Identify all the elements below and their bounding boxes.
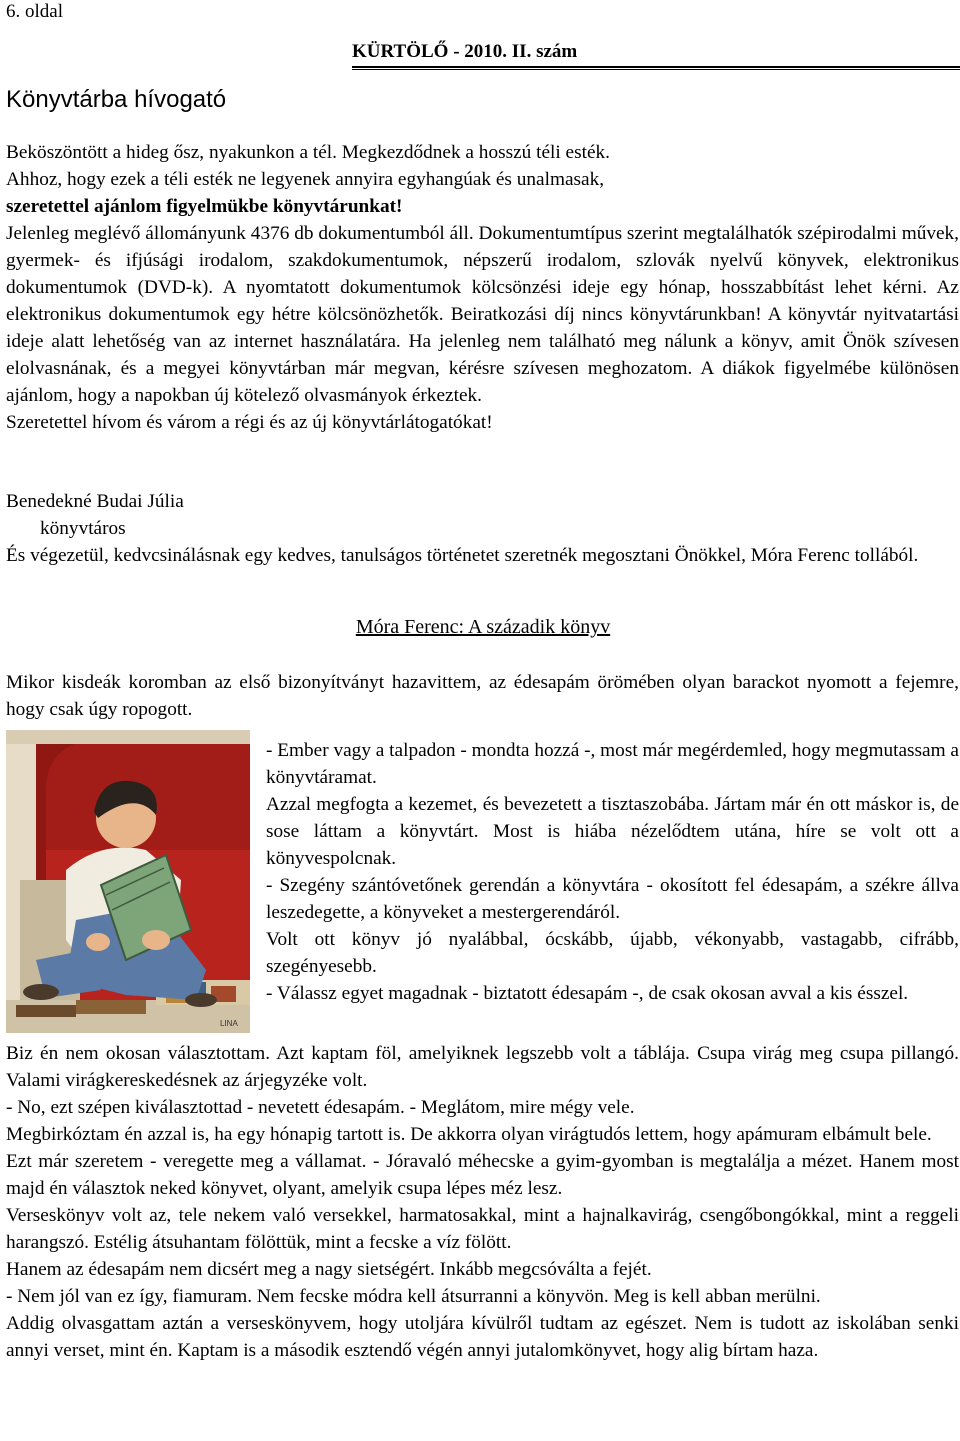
story-title: Móra Ferenc: A századik könyv — [355, 616, 611, 638]
story-opening: Mikor kisdeák koromban az első bizonyítványt hazavittem, az édesapám örömében olyan barackot nyomott a fejemre, hogy csak úgy ropogott. — [6, 672, 959, 720]
intro-body: Jelenleg meglévő állományunk 4376 db dokumentumból áll. Dokumentumtípus szerint megtalálhatók szépirodalmi művek, gyermek- és ifjúsági irodalom, szakdokumentumok, népszerű irodalom, szlovák nyelvű könyvek, elektronikus dokumentumok (DVD-k). A nyomtatott dokumentumok kölcsönzési ideje egy hónap, hosszabbítást lehet kérni. Az elektronikus dokumentumok egy hétre kölcsönözhetők. Beiratkozási díj nincs könyvtárunkban! A könyvtár nyitvatartási ideje alatt lehetőség van az internet használatára. Ha jelenleg nem található meg nálunk a könyv, amit Önök szívesen elolvasnának, és a megyei könyvtárban már megvan, kérésre szívesen meghozatom. A diákok figyelmébe különösen ajánlom, hogy a napokban új kötelező olvasmányok érkeztek. — [6, 223, 959, 406]
story-paragraph: - No, ezt szépen kiválasztottad - nevetett édesapám. - Meglátom, mire mégy vele. — [6, 1097, 635, 1118]
intro-line-1: Beköszöntött a hideg ősz, nyakunkon a tél. Megkezdődnek a hosszú téli esték. — [6, 142, 610, 163]
signature-role: könyvtáros — [40, 518, 126, 539]
intro-block — [6, 139, 959, 436]
story-paragraph: Hanem az édesapám nem dicsért meg a nagy sietségért. Inkább megcsóválta a fejét. — [6, 1259, 652, 1280]
illustration-signature: LINA — [220, 1019, 238, 1028]
section-title: Könyvtárba hívogató — [6, 86, 227, 113]
side-paragraph: - Ember vagy a talpadon - mondta hozzá -, most már megérdemled, hogy megmutassam a könyvtáramat. — [266, 740, 959, 788]
side-paragraph: - Szegény szántóvetőnek gerendán a könyvtára - okosított fel édesapám, a székre állva leszedegette, a könyveket a mestergerendáról. — [266, 875, 959, 923]
story-paragraph: Ezt már szeretem - veregette meg a vállamat. - Jóravaló méhecske a gyim-gyomban is megtalálja a mézet. Hanem most majd én választok neked könyvet, olyant, amelyik csupa lépes méz lesz. — [6, 1151, 959, 1199]
signature-block — [6, 488, 959, 569]
intro-line-2: Ahhoz, hogy ezek a téli esték ne legyenek annyira egyhangúak és unalmasak, — [6, 169, 605, 190]
side-paragraph: Azzal megfogta a kezemet, és bevezetett a tisztaszobába. Jártam már én ott máskor is, de sose láttam a könyvtárt. Most is hiába nézelődtem utána, híre se volt ott a könyvespolcnak. — [266, 794, 959, 869]
page-number: 6. oldal — [6, 1, 63, 22]
reading-boy-illustration — [6, 730, 250, 1033]
story-paragraph: Verseskönyv volt az, tele nekem való versekkel, harmatosakkal, mint a hajnalkavirág, csengőbongókkal, mint a reggeli harangszó. Estélig átsuhantam fölöttük, mint a fecske a víz fölött. — [6, 1205, 959, 1253]
story-paragraph: - Nem jól van ez így, fiamuram. Nem fecske módra kell átsurranni a könyvön. Meg is kell abban merülni. — [6, 1286, 821, 1307]
intro-closing: Szeretettel hívom és várom a régi és az új könyvtárlátogatókat! — [6, 412, 493, 433]
signature-name: Benedekné Budai Júlia — [6, 491, 184, 512]
story-paragraph: Megbirkóztam én azzal is, ha egy hónapig tartott is. De akkorra olyan virágtudós lettem, hogy apámuram elbámult bele. — [6, 1124, 932, 1145]
story-paragraph: Addig olvasgattam aztán a verseskönyvem, hogy utoljára kívülről tudtam az egészet. Nem is tudott az iskolában senki annyi verset, mint én. Kaptam is a második esztendő végén annyi jutalomkönyvet, hogy alig bírtam haza. — [6, 1313, 959, 1361]
intro-line-3: szeretettel ajánlom figyelmükbe könyvtárunkat! — [6, 196, 403, 217]
story-body — [6, 1040, 959, 1364]
header-rule — [352, 66, 960, 71]
story-side-text — [266, 737, 959, 1007]
transition-text: És végezetül, kedvcsinálásnak egy kedves, tanulságos történetet szeretnék megosztani Önökkel, Móra Ferenc tollából. — [6, 545, 919, 566]
publication-title: KÜRTÖLŐ - 2010. II. szám — [352, 41, 578, 62]
side-paragraph: Volt ott könyv jó nyalábbal, ócskább, újabb, vékonyabb, vastagabb, cifrább, szegényesebb. — [266, 929, 959, 977]
story-paragraph: Biz én nem okosan választottam. Azt kaptam föl, amelyiknek legszebb volt a táblája. Csupa virág meg csupa pillangó. Valami virágkereskedésnek az árjegyzéke volt. — [6, 1043, 959, 1091]
side-paragraph: - Válassz egyet magadnak - biztatott édesapám -, de csak okosan avval a kis ésszel. — [266, 983, 909, 1004]
